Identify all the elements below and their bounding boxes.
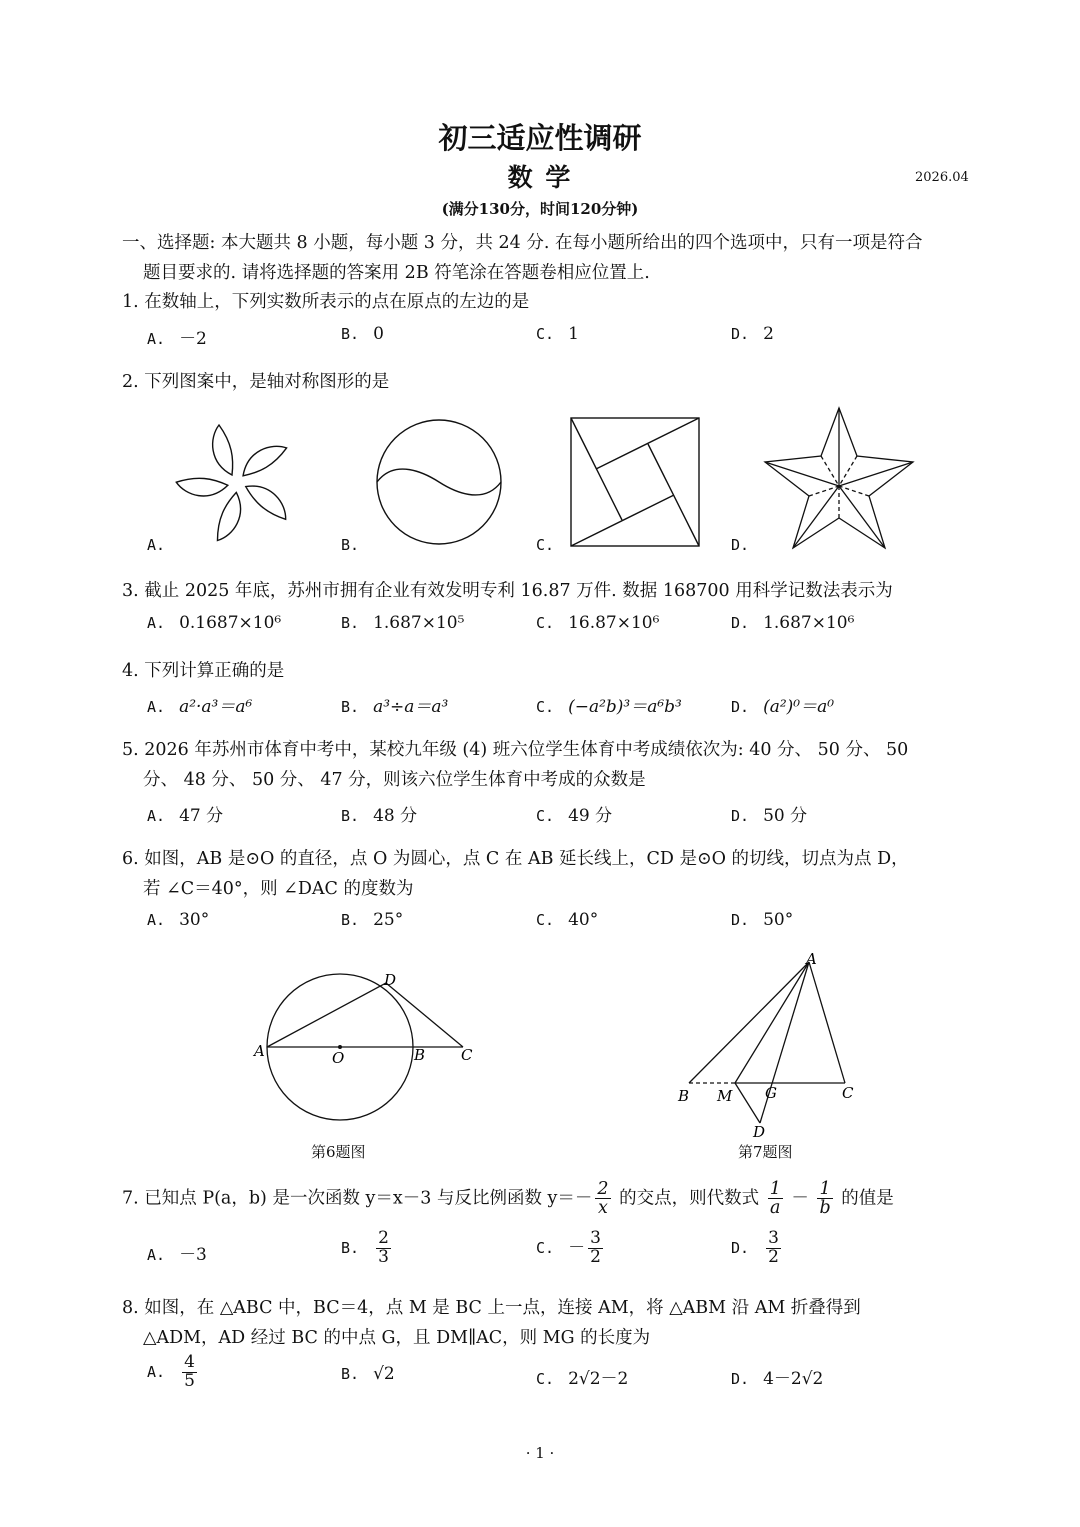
q6-option-a: A. 30°: [147, 910, 210, 930]
question-6-stem: 6. 如图，AB 是⊙O 的直径，点 O 为圆心，点 C 在 AB 延长线上，CD 是⊙O 的切线，切点为点 D，: [122, 849, 909, 869]
q4-option-c: C. (−a²b)³＝a⁶b³: [536, 697, 682, 717]
question-2-stem: 2. 下列图案中，是轴对称图形的是: [122, 372, 390, 392]
q2-label-b: B.: [341, 536, 360, 554]
q3-option-c: C. 16.87×10⁶: [536, 613, 660, 633]
q7-option-d: D. $\frac{3}{2}$: [731, 1228, 779, 1267]
q3-option-d: D. 1.687×10⁶: [731, 613, 855, 633]
question-8-stem-cont: △ADM，AD 经过 BC 的中点 G，且 DM∥AC，则 MG 的长度为: [143, 1328, 651, 1348]
fig6-label-b: B: [414, 1046, 426, 1064]
fig7-label-b: B: [678, 1087, 690, 1105]
q4-option-a: A. a²·a³＝a⁶: [147, 697, 253, 717]
question-3-stem: 3. 截止 2025 年底，苏州市拥有企业有效发明专利 16.87 万件. 数据 168700 用科学记数法表示为: [122, 581, 893, 601]
fig7-label-a: A: [806, 950, 817, 968]
q2-label-d: D.: [731, 536, 750, 554]
q6-option-b: B. 25°: [341, 910, 404, 930]
q1-option-c: C. 1: [536, 324, 579, 344]
q3-option-b: B. 1.687×10⁵: [341, 613, 465, 633]
figure-6-caption: 第6题图: [311, 1143, 366, 1161]
fig7-label-g: G: [765, 1084, 777, 1102]
q7-option-a: A. －3: [147, 1245, 207, 1265]
q5-option-a: A. 47 分: [147, 806, 224, 826]
q5-option-b: B. 48 分: [341, 806, 418, 826]
q2-label-c: C.: [536, 536, 555, 554]
q1-option-b: B. 0: [341, 324, 384, 344]
q7-option-c: C. － $\frac{3}{2}$: [536, 1228, 601, 1267]
exam-info: (满分130分，时间120分钟): [441, 200, 639, 218]
fig6-label-o: O: [332, 1049, 345, 1067]
fig6-label-a: A: [254, 1042, 265, 1060]
q1-option-a: A. －2: [147, 329, 207, 349]
q2-figure-c-square: [570, 417, 700, 547]
question-4-stem: 4. 下列计算正确的是: [122, 661, 285, 681]
q4-option-d: D. (a²)⁰＝a⁰: [731, 697, 835, 717]
q7-option-b: B. $\frac{2}{3}$: [341, 1228, 389, 1267]
q8-option-c: C. 2√2－2: [536, 1369, 629, 1389]
q5-option-d: D. 50 分: [731, 806, 808, 826]
question-1-stem: 1. 在数轴上，下列实数所表示的点在原点的左边的是: [122, 292, 530, 312]
question-7-stem: 7. 已知点 P(a，b) 是一次函数 y＝x－3 与反比例函数 y＝－ $\frac{2}{x}$ 的交点，则代数式 $\frac{1}{a}$ － $\frac{1}{b}$ 的值是: [122, 1179, 894, 1219]
section-1-instruction-cont: 题目要求的. 请将选择题的答案用 2B 符笔涂在答题卷相应位置上.: [143, 263, 650, 283]
q4-option-b: B. a³÷a＝a³: [341, 697, 449, 717]
fig6-label-c: C: [461, 1046, 473, 1064]
page-title: 初三适应性调研: [438, 121, 642, 155]
exam-date: 2026.04: [915, 170, 969, 185]
question-6-stem-cont: 若 ∠C＝40°，则 ∠DAC 的度数为: [143, 879, 414, 899]
q1-option-d: D. 2: [731, 324, 774, 344]
q2-label-a: A.: [147, 536, 166, 554]
section-1-instruction: 一、选择题: 本大题共 8 小题，每小题 3 分，共 24 分. 在每小题所给出的四个选项中，只有一项是符合: [122, 233, 923, 253]
q6-option-d: D. 50°: [731, 910, 794, 930]
fig7-label-m: M: [717, 1087, 733, 1105]
fig7-label-c: C: [842, 1084, 854, 1102]
figure-7-caption: 第7题图: [738, 1143, 793, 1161]
q8-option-a: A. $\frac{4}{5}$: [147, 1352, 195, 1391]
q8-option-b: B. √2: [341, 1364, 395, 1384]
fig7-label-d: D: [753, 1123, 766, 1141]
q6-option-c: C. 40°: [536, 910, 599, 930]
q2-figure-a-flower: [175, 415, 305, 545]
figure-6-diagram: [250, 965, 490, 1125]
question-5-stem: 5. 2026 年苏州市体育中考中，某校九年级 (4) 班六位学生体育中考成绩依次为: 40 分、 50 分、 50: [122, 740, 909, 760]
q8-option-d: D. 4－2√2: [731, 1369, 824, 1389]
q2-figure-b-circle: [375, 418, 503, 546]
subject-title: 数 学: [507, 163, 573, 192]
figure-7-diagram: [675, 948, 875, 1141]
q3-option-a: A. 0.1687×10⁶: [147, 613, 282, 633]
q2-figure-d-star: [763, 406, 915, 551]
question-8-stem: 8. 如图，在 △ABC 中，BC＝4，点 M 是 BC 上一点，连接 AM，将 △ABM 沿 AM 折叠得到: [122, 1298, 861, 1318]
page-number: · 1 ·: [525, 1444, 555, 1462]
question-5-stem-cont: 分、 48 分、 50 分、 47 分，则该六位学生体育中考成的众数是: [143, 770, 646, 790]
fig6-label-d: D: [384, 971, 397, 989]
q5-option-c: C. 49 分: [536, 806, 613, 826]
